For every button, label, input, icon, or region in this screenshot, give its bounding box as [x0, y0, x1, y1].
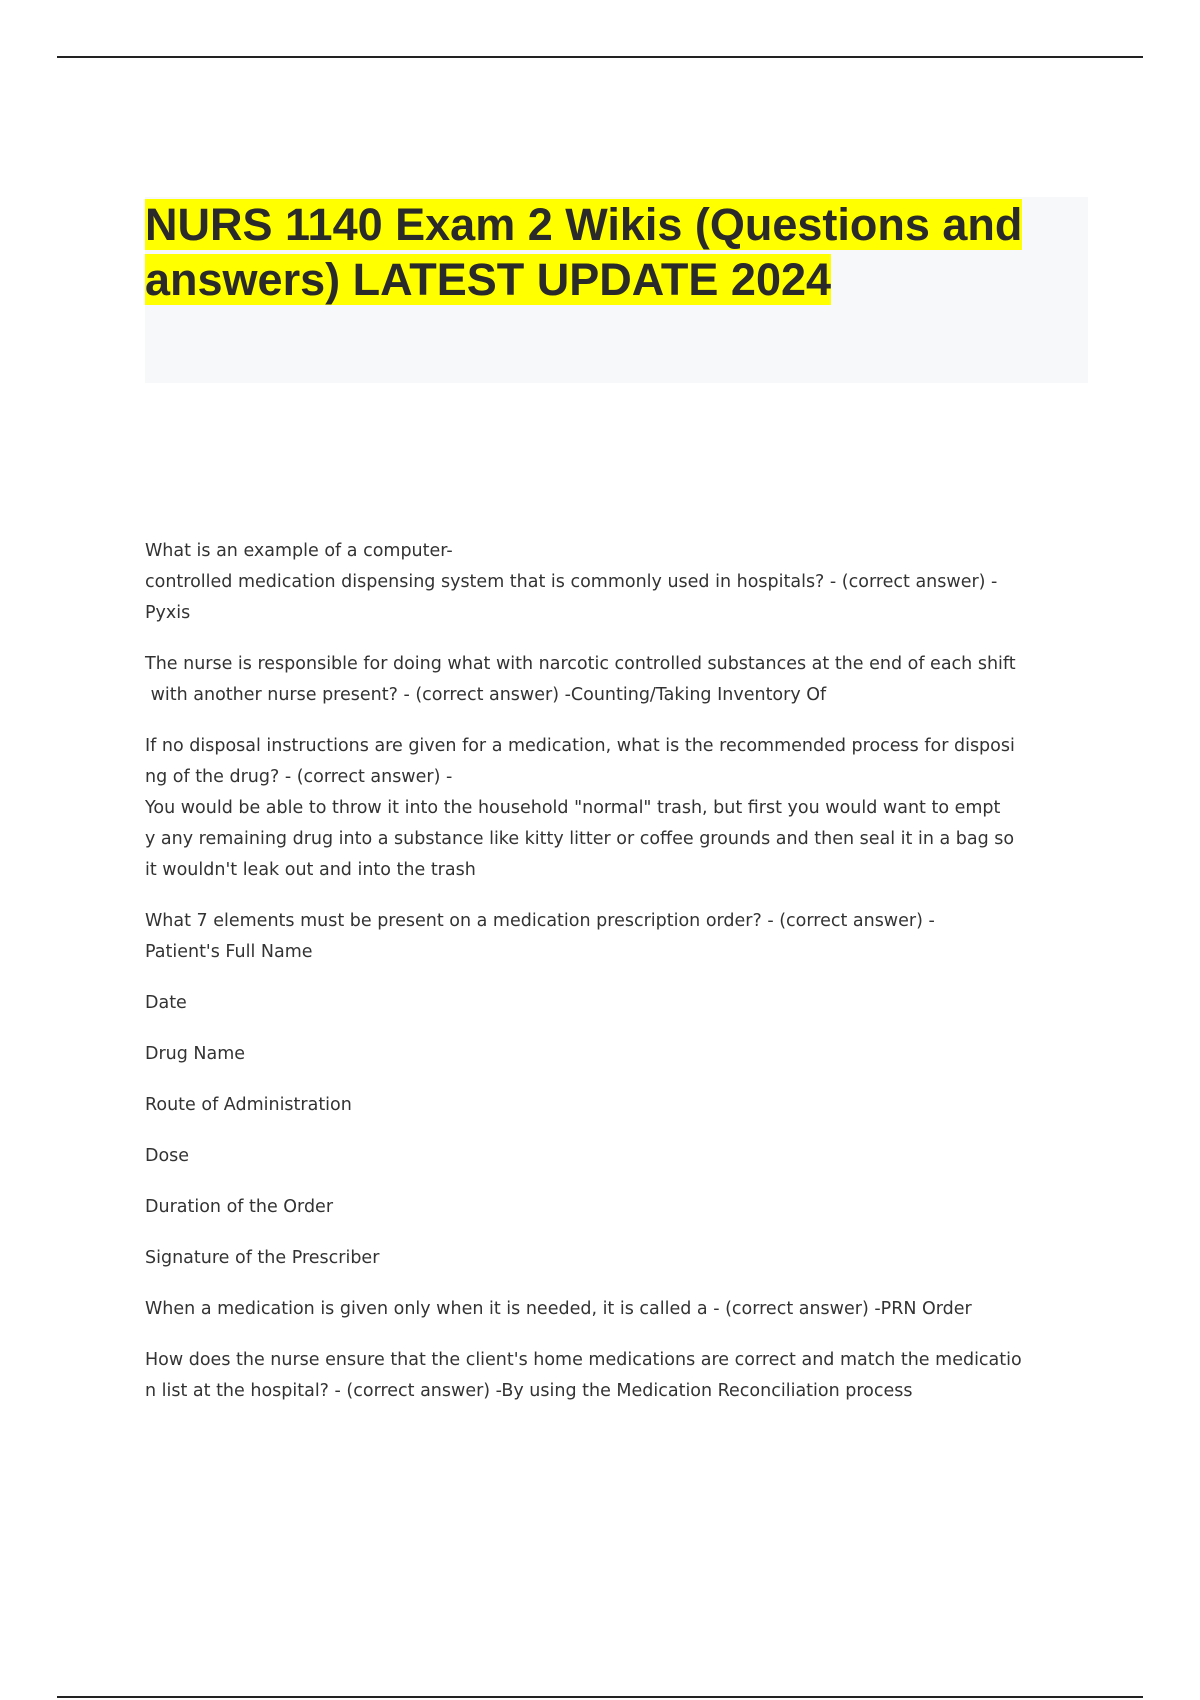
text-line: n list at the hospital? - (correct answer) -By using the Medication Reconciliation process	[145, 1381, 913, 1401]
bottom-rule	[57, 1696, 1143, 1698]
element-date: Date	[145, 993, 187, 1013]
text-line: When a medication is given only when it is needed, it is called a - (correct answer) -PRN Order	[145, 1299, 972, 1319]
document-body	[145, 536, 1088, 1427]
text-line: with another nurse present? - (correct answer) -Counting/Taking Inventory Of	[145, 685, 827, 705]
text-line: You would be able to throw it into the household "normal" trash, but first you would want to empt	[145, 798, 1001, 818]
text-line: What 7 elements must be present on a medication prescription order? - (correct answer) -	[145, 911, 935, 931]
text-line: How does the nurse ensure that the client's home medications are correct and match the medicatio	[145, 1350, 1022, 1370]
element-drug-name: Drug Name	[145, 1044, 246, 1064]
document-title	[145, 197, 1088, 307]
qa-item-6	[145, 1345, 1088, 1407]
text-line: it wouldn't leak out and into the trash	[145, 860, 476, 880]
qa-item-2	[145, 649, 1088, 711]
element-dose: Dose	[145, 1146, 190, 1166]
qa-item-3	[145, 731, 1088, 886]
text-line: Pyxis	[145, 603, 191, 623]
title-block	[145, 197, 1088, 383]
qa-item-4	[145, 906, 1088, 968]
text-line: ng of the drug? - (correct answer) -	[145, 767, 453, 787]
top-rule	[57, 56, 1143, 58]
element-duration: Duration of the Order	[145, 1197, 334, 1217]
element-signature: Signature of the Prescriber	[145, 1248, 380, 1268]
title-highlight: NURS 1140 Exam 2 Wikis (Questions and answers) LATEST UPDATE 2024	[145, 199, 1023, 305]
element-route: Route of Administration	[145, 1095, 352, 1115]
qa-item-5	[145, 1294, 1088, 1325]
qa-item-1	[145, 536, 1088, 629]
text-line: controlled medication dispensing system that is commonly used in hospitals? - (correct answer) -	[145, 572, 998, 592]
text-line: If no disposal instructions are given for a medication, what is the recommended process for disposi	[145, 736, 1015, 756]
text-line: y any remaining drug into a substance like kitty litter or coffee grounds and then seal it in a bag so	[145, 829, 1015, 849]
text-line: Patient's Full Name	[145, 942, 313, 962]
text-line: The nurse is responsible for doing what with narcotic controlled substances at the end of each shift	[145, 654, 1016, 674]
text-line: What is an example of a computer-	[145, 541, 453, 561]
